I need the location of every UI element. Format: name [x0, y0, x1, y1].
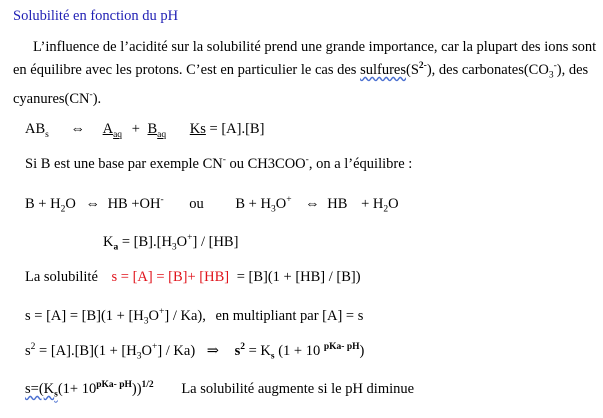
conclusion-text: La solubilité augmente si le pH diminue [181, 380, 415, 397]
solubility-definition: La solubilité s = [A] = [B]+ [HB] = [B](1 + [HB] / [B]) [25, 269, 361, 285]
base-sentence: Si B est une base par exemple CN- ou CH3COO-, on a l’équilibre : [25, 155, 413, 172]
acid-base-equilibria: $B + H_2O$ ⇔ HB +OH- ou $B + H_3O^+$ ⇔ HB + $H_2O$ [25, 195, 399, 215]
spell-check-word: sulfures [360, 61, 406, 78]
page-title: Solubilité en fonction du pH [13, 8, 179, 24]
intro-paragraph: L’influence de l’acidité sur la solubilité prend une grande importance, car la plupart des ions sont en équilibre avec les protons. C’est en particulier le cas des $sulfures(S^{2-})$, des $carbonates(CO_3^-)$, des cyanures(CN-). [13, 39, 597, 107]
solubility-highlight: s = [A] = [B]+ [HB] [111, 269, 230, 285]
dissolution-equation: $AB_s$ ⇔ $A_{aq} + B_{aq}$ Ks = [A].[B] [25, 121, 265, 140]
solubility-expansion: $s = [A] = [B](1 + [H_3O^+] / Ka)$, en multipliant par [A] = s [25, 307, 364, 327]
ka-expression: $K_a = [B].[H_3O^+] / [HB]$ [103, 233, 239, 253]
solubility-result: $s=(K_s(1+ 10^{pKa- pH}))^{1/2}$ La solubilité augmente si le pH diminue [25, 380, 415, 400]
squared-solubility: $s^2 = [A].[B](1 + [H_3O^+] / Ka)$ ⇒ $s^2 = K_s$ (1 + 10 $^{pKa- pH}$) [25, 342, 365, 362]
